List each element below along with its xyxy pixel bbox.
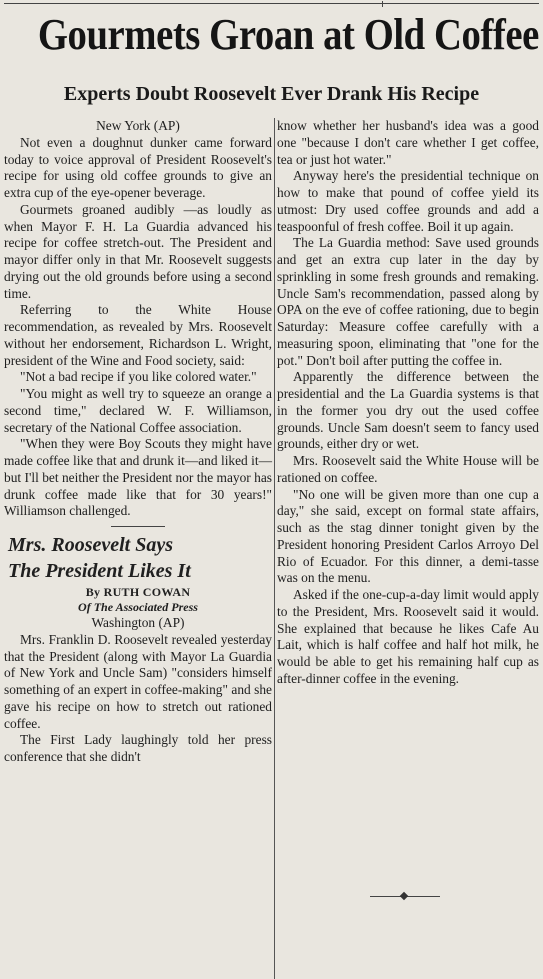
paragraph: Anyway here's the presidential technique on how to make that pound of coffee yield its utmost: Dry used coffee grounds and add a teaspoonful of fresh coffee. Boil it up again. bbox=[277, 168, 539, 234]
paragraph: Not even a doughnut dunker came forward today to voice approval of President Roosevelt's recipe for using old coffee grounds to give an extra cup of the eye-opener beverage. bbox=[4, 134, 272, 200]
left-column bbox=[4, 118, 272, 979]
paragraph: The La Guardia method: Save used grounds and get an extra cup later in the day by sprinkling in some fresh grounds and remaking. Uncle Sam's recommendation, passed along by OPA on the eve of coffee rationing, due to begin Saturday: Measure coffee carefully with a measuring spoon, eliminating that "one for the pot." Don't boil after putting the coffee in. bbox=[277, 235, 539, 368]
sidebar-headline-line2: The President Likes It bbox=[8, 560, 191, 582]
dateline: New York (AP) bbox=[96, 118, 180, 133]
paragraph: Mrs. Roosevelt said the White House will be rationed on coffee. bbox=[277, 453, 539, 485]
paragraph: "No one will be given more than one cup a day," she said, except on formal state affairs, such as the stag dinner tonight given by the President honoring President Carlos Arroyo Del Rio of Ecuador. For this dinner, a demi-tasse was on the menu. bbox=[277, 486, 539, 586]
byline: By RUTH COWAN bbox=[85, 585, 191, 599]
column-divider bbox=[274, 118, 275, 979]
paragraph: Apparently the difference between the presidential and the La Guardia systems is that in the former you dry out the used coffee grounds. Uncle Sam doesn't seem to fancy used grounds, either dry or wet. bbox=[277, 369, 539, 452]
end-mark bbox=[370, 892, 440, 902]
subheadline: Experts Doubt Roosevelt Ever Drank His Recipe bbox=[63, 83, 480, 105]
right-column bbox=[277, 118, 539, 898]
paragraph: "You might as well try to squeeze an orange a second time," declared W. F. Williamson, secretary of the National Coffee association. bbox=[4, 386, 272, 435]
top-rule-tick bbox=[382, 1, 383, 7]
paragraph: The First Lady laughingly told her press conference that she didn't bbox=[4, 732, 272, 764]
paragraph: "When they were Boy Scouts they might have made coffee like that and drunk it—and liked it—but I'll bet neither the President nor the mayor has drunk coffee made like that for 30 years!" Williamson challenged. bbox=[4, 436, 272, 519]
sidebar-dateline: Washington (AP) bbox=[91, 615, 185, 630]
top-rule bbox=[4, 3, 539, 4]
paragraph-continued: know whether her husband's idea was a good one "because I don't care whether I get coffee, tea or just hot water." bbox=[277, 118, 539, 167]
paragraph: "Not a bad recipe if you like colored water." bbox=[20, 369, 257, 385]
byline-affiliation: Of The Associated Press bbox=[78, 600, 198, 614]
paragraph: Asked if the one-cup-a-day limit would apply to the President, Mrs. Roosevelt said it would. She explained that because he likes Cafe Au Lait, which is half coffee and half hot milk, he would be able to get his remaining half cup as after-dinner coffee in the evening. bbox=[277, 587, 539, 686]
paragraph: Gourmets groaned audibly —as loudly as when Mayor F. H. La Guardia advanced his recipe for coffee stretch-out. The President and mayor differ only in that Mr. Roosevelt suggests drying out the old grounds before using a second time. bbox=[4, 201, 272, 301]
paragraph: Mrs. Franklin D. Roosevelt revealed yesterday that the President (along with Mayor La Guardia of New York and Uncle Sam) "considers himself something of an expert in coffee-making" and she gave his recipe on how to stretch out rationed coffee. bbox=[4, 631, 272, 731]
headline: Gourmets Groan at Old Coffee bbox=[37, 10, 539, 59]
end-mark-diamond bbox=[400, 892, 408, 900]
sidebar-headline-line1: Mrs. Roosevelt Says bbox=[8, 534, 173, 556]
paragraph: Referring to the White House recommendation, as revealed by Mrs. Roosevelt without her endorsement, Richardson L. Wright, president of the Wine and Food society, said: bbox=[4, 302, 272, 368]
section-divider bbox=[111, 526, 165, 527]
